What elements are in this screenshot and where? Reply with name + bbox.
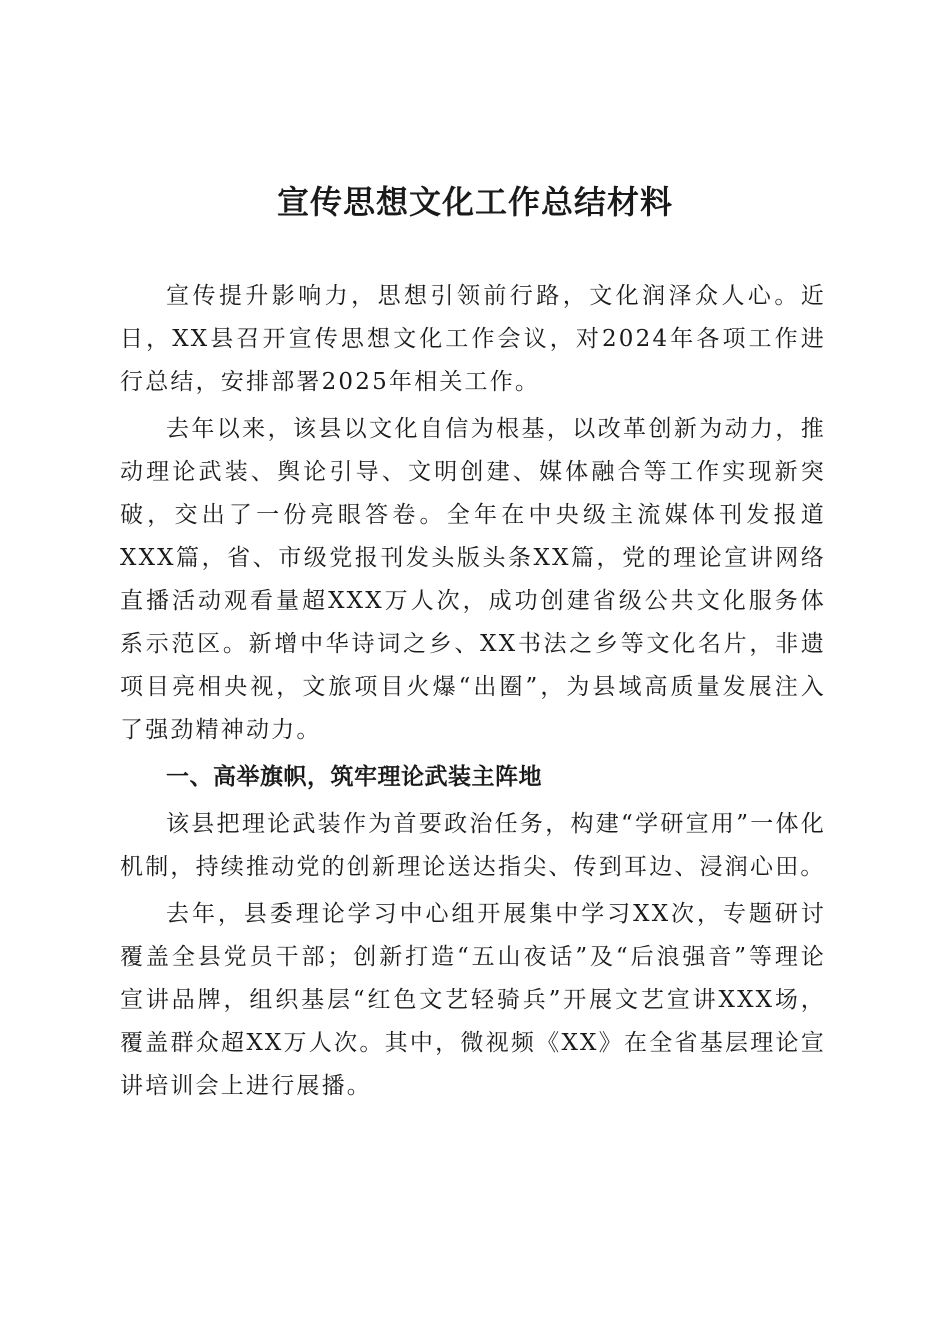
document-title: 宣传思想文化工作总结材料 [276,183,673,221]
section-heading-1: 一、高举旗帜，筑牢理论武装主阵地 [166,764,542,790]
summary-paragraph: 去年以来，该县以文化自信为根基，以改革创新为动力，推动理论武装、舆论引导、文明创建、媒体融合等工作实现新突破，交出了一份亮眼答卷。全年在中央级主流媒体刊发报道XXX篇，省、市级党报刊发头版头条XX篇，党的理论宣讲网络直播活动观看量超XXX万人次，成功创建省级公共文化服务体系示范区。新增中华诗词之乡、XX书法之乡等文化名片，非遗项目亮相央视，文旅项目火爆“出圈”，为县域高质量发展注入了强劲精神动力。 [120,416,826,743]
section-1-paragraph-1: 该县把理论武装作为首要政治任务，构建“学研宣用”一体化机制，持续推动党的创新理论送达指尖、传到耳边、浸润心田。 [120,811,826,880]
intro-paragraph: 宣传提升影响力，思想引领前行路，文化润泽众人心。近日，XX县召开宣传思想文化工作会议，对2024年各项工作进行总结，安排部署2025年相关工作。 [120,283,826,395]
section-1-paragraph-2: 去年，县委理论学习中心组开展集中学习XX次，专题研讨覆盖全县党员干部；创新打造“五山夜话”及“后浪强音”等理论宣讲品牌，组织基层“红色文艺轻骑兵”开展文艺宣讲XXX场，覆盖群众超XX万人次。其中，微视频《XX》在全省基层理论宣讲培训会上进行展播。 [120,901,826,1099]
document-body [120,275,826,1108]
